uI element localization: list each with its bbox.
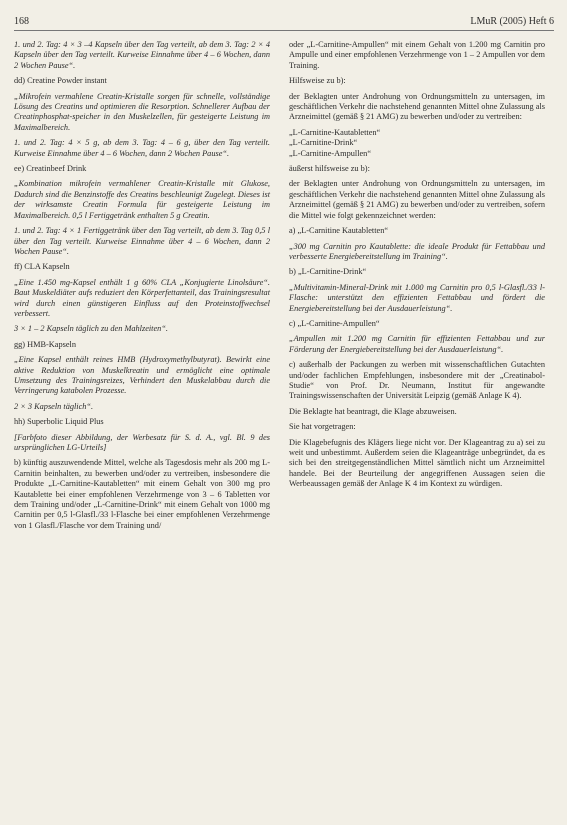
image-note: [Farbfoto dieser Abbildung, der Werbesatz für S. d. A., vgl. Bl. 9 des ursprünglichen LG-Urteils] bbox=[14, 432, 270, 452]
body-paragraph: Die Beklagte hat beantragt, die Klage abzuweisen. bbox=[289, 406, 457, 416]
section-heading-dd: dd) Creatine Powder instant bbox=[14, 76, 107, 86]
dosage-paragraph: 1. und 2. Tag: 4 × 1 Fertiggetränk über den Tag verteilt, ab dem 3. Tag 0,5 l über den Tag verteilt. Kurweise Einnahme über 4 – 6 Wochen, dann 2 Wochen Pause“. bbox=[14, 226, 270, 256]
body-paragraph: b) künftig auszuwendende Mittel, welche als Tagesdosis mehr als 200 mg L-Carnitin beinhalten, zu bewerben und/oder zu vertreiben, insbesondere die Produkte „L-Carnitine-Kautabletten“ mit einem Gehalt von 300 mg pro Kautablette bei einer empfohlenen Verzehrmenge von 3 – 6 Tabletten vor dem Training und/oder „L-Carnitine-Drink“ mit einem Gehalt von 1000 mg Carnitin per 0,5 l-Glasfl./33 l-Flasche bei einer empfohlenen Verzehrmenge von 1 Glasfl./Flasche vor dem Training und/ bbox=[14, 458, 270, 530]
product-quote: „Kombination mikrofein vermahlener Creatin-Kristalle mit Glukose, Dadurch sind die Benzinstoffe des Creatins beschleunigt Zugelegt. Dieses ist der wirksamste Creatin Formula für gesteigerte Leistung im Maximalbereich. 0,5 l Fertiggetränk enthalten 5 g Creatin. bbox=[14, 179, 270, 220]
journal-reference: LMuR (2005) Heft 6 bbox=[470, 16, 554, 27]
right-column bbox=[289, 40, 545, 495]
product-quote: „Eine Kapsel enthält reines HMB (Hydroxymethylbutyrat). Bewirkt eine aktive Reduktion von Muskelkreatin und ermöglicht eine optimale Umsetzung des Trainingsreizes, Verhindert den Muskelabbau durch die Verringerung katabolen Prozesse. bbox=[14, 355, 270, 396]
alternative-motion-label: äußerst hilfsweise zu b): bbox=[289, 164, 370, 174]
body-paragraph: Sie hat vorgetragen: bbox=[289, 422, 356, 432]
left-column bbox=[14, 40, 270, 536]
section-heading-ee: ee) Creatinbeef Drink bbox=[14, 164, 87, 174]
body-paragraph: Die Klagebefugnis des Klägers liege nicht vor. Der Klageantrag zu a) sei zu weit und unbestimmt. Außerdem seien die Klageanträge unbegründet, da es sich bei den streitgegenständlichen Mittel sämtlich nicht um Arzneimittel handele. Bei der Beurteilung der angegriffenen Aussagen seien die Werbeaussagen gemäß der Anlage K 4 im Kontext zu würdigen. bbox=[289, 437, 545, 489]
section-heading-hh: hh) Superbolic Liquid Plus bbox=[14, 417, 104, 427]
list-item: „L-Carnitine-Ampullen“ bbox=[289, 148, 372, 158]
product-claim: „Multivitamin-Mineral-Drink mit 1.000 mg Carnitin pro 0,5 l-Glasfl./33 l-Flasche: unterstützt den effizienten Fettabbau und fördert die Energiebereitstellung bei der Ausdauerleistung“. bbox=[289, 282, 545, 313]
product-claim: „300 mg Carnitin pro Kautablette: die ideale Produkt für Fettabbau und verbesserte Energiebereitstellung im Training“. bbox=[289, 241, 545, 261]
body-paragraph: der Beklagten unter Androhung von Ordnungsmitteln zu untersagen, im geschäftlichen Verkehr die nachstehend genannten Mittel ohne Zulassung als Arzneimittel (gemäß § 21 AMG) zu bewerben und/oder zu vertreiben: bbox=[289, 91, 545, 122]
product-list bbox=[289, 128, 545, 159]
dosage-paragraph: 2 × 3 Kapseln täglich“. bbox=[14, 401, 94, 411]
subheading-a: a) „L-Carnitine Kautabletten“ bbox=[289, 226, 389, 236]
product-quote: „Mikrofein vermahlene Creatin-Kristalle sorgen für schnelle, vollständige Lösung des Creatins und optimieren die Resorption. Schnellerer Aufbau der Creatinphosphat-speicher in den Muskelzellen, für gesteigerte Leistung im Maximalbereich. bbox=[14, 91, 270, 132]
page-number: 168 bbox=[14, 16, 29, 27]
section-heading-gg: gg) HMB-Kapseln bbox=[14, 339, 76, 349]
product-quote: „Eine 1.450 mg-Kapsel enthält 1 g 60% CLA „Konjugierte Linolsäure“. Baut Muskeldiäter aufs reduziert den Körperfettanteil, das Trainingsresultat wird durch einen günstigeren Einfluss auf den Proteinstoffwechsel verbessert. bbox=[14, 277, 270, 318]
product-claim: „Ampullen mit 1.200 mg Carnitin für effizienten Fettabbau und zur Förderung der Energiebereitstellung bei der Ausdauerleistung“. bbox=[289, 334, 545, 354]
list-item: „L-Carnitine-Drink“ bbox=[289, 138, 358, 148]
body-paragraph: oder „L-Carnitine-Ampullen“ mit einem Gehalt von 1.200 mg Carnitin pro Ampulle und einer empfohlenen Verzehrmenge von 1 – 2 Ampullen vor dem Training. bbox=[289, 40, 545, 70]
list-item: „L-Carnitine-Kautabletten“ bbox=[289, 127, 381, 137]
dosage-paragraph: 1. und 2. Tag: 4 × 5 g, ab dem 3. Tag: 4 – 6 g, über den Tag verteilt. Kurweise Einnahme über 4 – 6 Wochen, dann 2 Wochen Pause“. bbox=[14, 138, 270, 158]
body-paragraph: der Beklagten unter Androhung von Ordnungsmitteln zu untersagen, im geschäftlichen Verkehr die nachstehend genannten Mittel ohne Zulassung als Arzneimittel (gemäß § 21 AMG) zu bewerben und/oder zu vertreiben, sofern die Mittel wie folgt gekennzeichnet werden: bbox=[289, 179, 545, 220]
dosage-paragraph: 3 × 1 – 2 Kapseln täglich zu den Mahlzeiten“. bbox=[14, 324, 169, 334]
subheading-c: c) „L-Carnitine-Ampullen“ bbox=[289, 318, 380, 328]
body-paragraph: c) außerhalb der Packungen zu werben mit wissenschaftlichen Gutachten und/oder fachlichen Empfehlungen, insbesondere mit der „Creatinabol-Studie“ von Prof. Dr. Neumann, Institut für angewandte Trainingswissenschaften der Universität Leipzig (gemäß Anlage K 4). bbox=[289, 360, 545, 401]
page-header bbox=[14, 16, 554, 31]
alternative-motion-label: Hilfsweise zu b): bbox=[289, 76, 346, 86]
subheading-b: b) „L-Carnitine-Drink“ bbox=[289, 267, 367, 277]
dosage-paragraph: 1. und 2. Tag: 4 × 3 –4 Kapseln über den Tag verteilt, ab dem 3. Tag: 2 × 4 Kapseln über den Tag verteilt. Kurweise Einnahme über 4 – 6 Wochen, dann 2 Wochen Pause“. bbox=[14, 40, 270, 70]
section-heading-ff: ff) CLA Kapseln bbox=[14, 262, 70, 272]
